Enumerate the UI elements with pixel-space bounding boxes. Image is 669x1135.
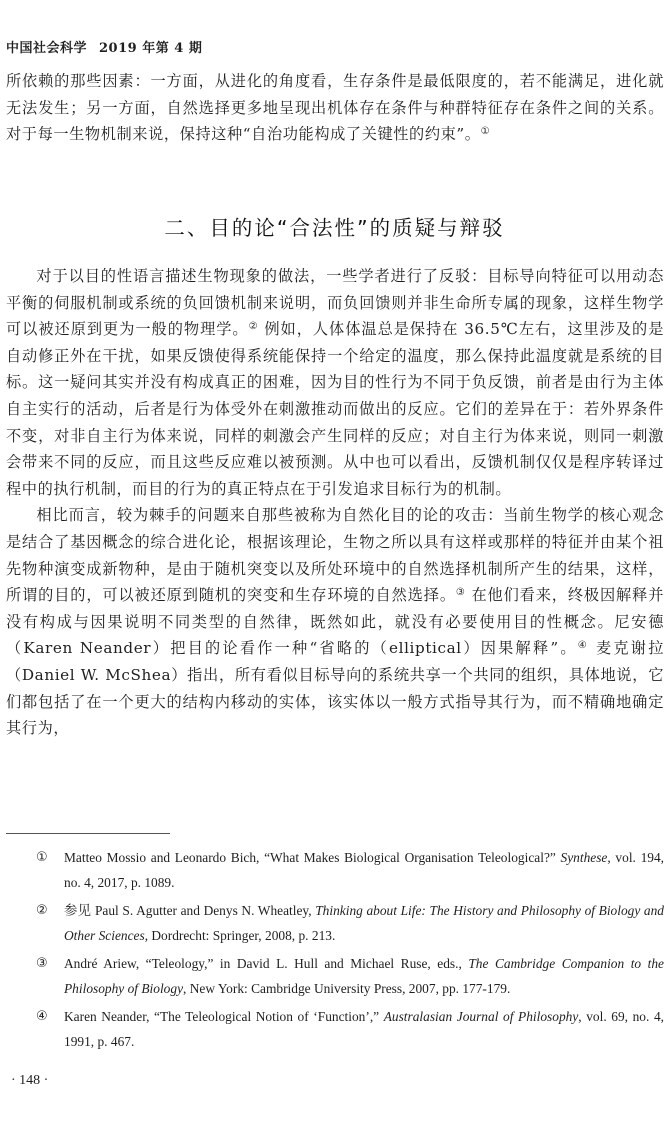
footnote-divider	[6, 833, 170, 834]
footnote-4-details: , vol. 69, no. 4, 1991, p. 467.	[64, 1009, 664, 1049]
footnote-1	[36, 846, 664, 895]
intro-text: 所依赖的那些因素：一方面，从进化的角度看，生存条件是最低限度的，若不能满足，进化就无法发生；另一方面，自然选择更多地呈现出机体存在条件与种群特征存在条件之间的关系。对于每一生物机制来说，保持这种“自治功能构成了关键性的约束”。	[6, 72, 664, 144]
footnotes	[36, 846, 664, 1058]
footnote-2-title: Thinking about Life: The History and Philosophy of Biology and Other Sciences	[64, 903, 665, 943]
paragraph-2-text-b: 在他们看来，终极因解释并没有构成与因果说明不同类型的自然律，既然如此，就没有必要使用目的性概念。尼安德（Karen Neander）把目的论看作一种“省略的（elliptical）因果解释”。	[6, 586, 664, 658]
footnote-3-text: André Ariew, “Teleology,” in David L. Hull and Michael Ruse, eds.,	[64, 956, 469, 971]
paragraph-2-text-c: 麦克谢拉（Daniel W. McShea）指出，所有看似目标导向的系统共享一个共同的组织，具体地说，它们都包括了在一个更大的结构内移动的实体，该实体以一般方式指导其行为，而不精确地确定其行为，	[6, 639, 664, 738]
journal-name: 中国社会科学	[6, 41, 88, 56]
main-body	[6, 263, 664, 742]
paragraph-1-text-b: 例如，人体体温总是保持在 36.5℃左右，这里涉及的是自动修正外在干扰，如果反馈使得系统能保持一个给定的温度，那么保持此温度就是系统的目标。这一疑问其实并没有构成真正的困难，因为目的性行为不同于负反馈，前者是由行为主体自主实行的活动，后者是行为体受外在刺激推动而做出的反应。它们的差异在于：若外界条件不变，对非自主行为体来说，同样的刺激会产生同样的反应；对自主行为体来说，则同一刺激会带来不同的反应，而且这些反应难以被预测。从中也可以看出，反馈机制仅仅是程序转译过程中的执行机制，而目的行为的真正特点在于引发追求目标行为的机制。	[6, 320, 664, 498]
footnote-1-text: Matteo Mossio and Leonardo Bich, “What Makes Biological Organisation Teleological?”	[64, 850, 561, 865]
footnote-ref-2[interactable]: ②	[248, 321, 259, 333]
intro-paragraph	[6, 68, 664, 148]
footnote-3	[36, 952, 664, 1001]
footnote-ref-3[interactable]: ③	[455, 587, 466, 599]
footnote-ref-4[interactable]: ④	[577, 640, 589, 652]
footnote-2-details: , Dordrecht: Springer, 2008, p. 213.	[144, 927, 336, 943]
issue-label: 2019 年第 4 期	[99, 41, 203, 56]
paragraph-1-text-a: 对于以目的性语言描述生物现象的做法，一些学者进行了反驳：目标导向特征可以用动态平衡的伺服机制或系统的负回馈机制来说明，而负回馈则并非生命所专属的现象，这样生物学可以被还原到更为一般的物理学。	[6, 267, 664, 339]
footnote-2-mark: ②	[36, 903, 48, 918]
footnote-3-title: The Cambridge Companion to the Philosophy of Biology	[64, 956, 664, 996]
footnote-3-details: , New York: Cambridge University Press, 2007, pp. 177-179.	[183, 980, 511, 996]
paragraph-2	[6, 502, 664, 741]
section-heading: 二、目的论“合法性”的质疑与辩驳	[164, 216, 505, 240]
footnote-3-mark: ③	[36, 956, 48, 971]
footnote-4	[36, 1005, 664, 1054]
footnote-4-title: Australasian Journal of Philosophy	[383, 1009, 579, 1024]
footnote-4-mark: ④	[36, 1009, 48, 1024]
footnote-ref-1[interactable]: ①	[480, 126, 491, 138]
footnote-1-details: , vol. 194, no. 4, 2017, p. 1089.	[64, 850, 665, 890]
footnote-1-title: Synthese	[560, 850, 608, 865]
running-header	[6, 37, 202, 56]
paragraph-2-text-a: 相比而言，较为棘手的问题来自那些被称为自然化目的论的攻击：当前生物学的核心观念是结合了基因概念的综合进化论，根据该理论，生物之所以具有这样或那样的特征并由某个祖先物种演变成新物种，是由于随机突变以及所处环境中的自然选择机制所产生的结果，这样，所谓的目的，可以被还原到随机的突变和生存环境的自然选择。	[6, 506, 664, 605]
footnote-4-text: Karen Neander, “The Teleological Notion of ‘Function’,”	[64, 1009, 384, 1024]
footnote-1-mark: ①	[36, 850, 48, 865]
footnote-2	[36, 899, 664, 948]
footnote-2-text: 参见 Paul S. Agutter and Denys N. Wheatley,	[64, 903, 316, 918]
page-number: · 148 ·	[11, 1073, 49, 1088]
paragraph-1	[6, 263, 664, 502]
